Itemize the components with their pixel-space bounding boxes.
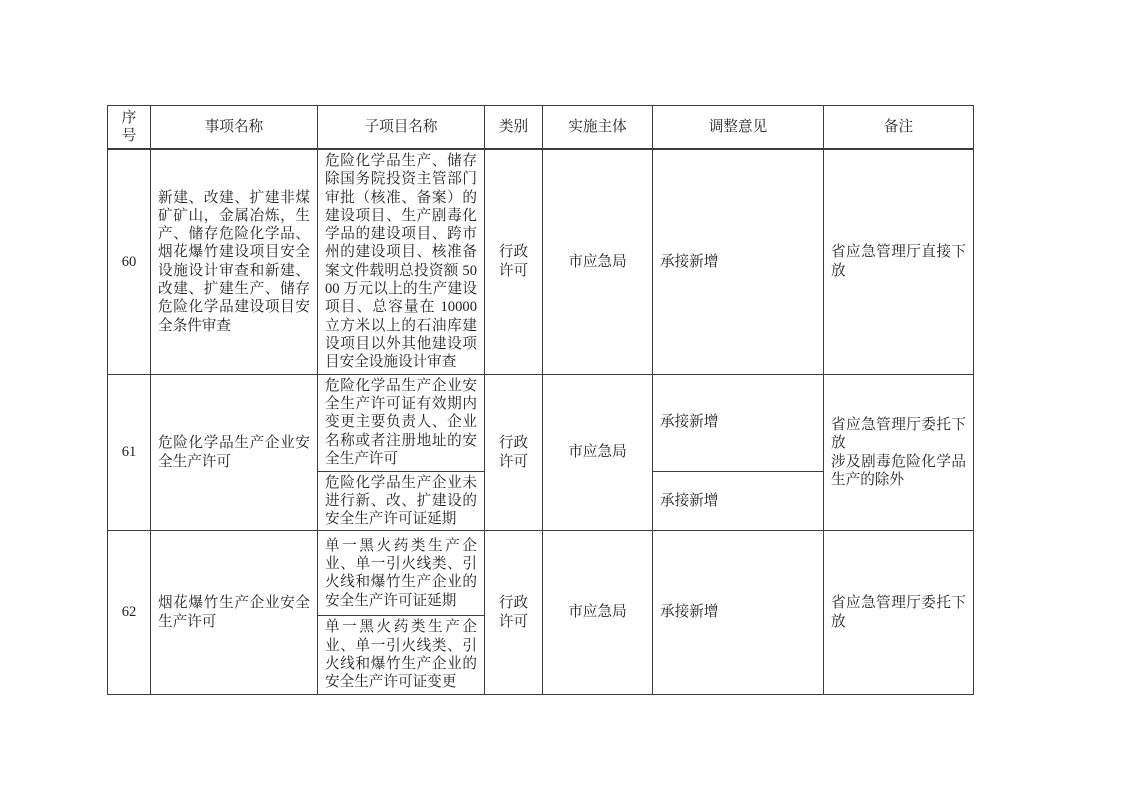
cell-remark [824, 374, 974, 531]
cell-item-name: 新建、改建、扩建非煤矿矿山，金属冶炼，生产、储存危险化学品、烟花爆竹建设项目安全设施设计审查和新建、改建、扩建生产、储存危险化学品建设项目安全条件审查 [151, 149, 318, 374]
col-header-subproject-name: 子项目名称 [318, 106, 485, 150]
cell-adjustment: 承接新增 [653, 531, 824, 694]
cell-item-name: 烟花爆竹生产企业安全生产许可 [151, 531, 318, 694]
approval-items-table [107, 105, 974, 695]
col-header-seq: 序号 [108, 106, 151, 150]
cell-subproject: 危险化学品生产企业未进行新、改、扩建设的安全生产许可证延期 [318, 471, 485, 531]
cell-adjustment: 承接新增 [653, 374, 824, 471]
cell-remark: 省应急管理厅直接下放 [824, 149, 974, 374]
cell-subproject: 危险化学品生产、储存除国务院投资主管部门审批（核准、备案）的建设项目、生产剧毒化学品的建设项目、跨市州的建设项目、核准备案文件载明总投资额 5000 万元以上的生产建设项目、总容量在 10000 立方米以上的石油库建设项目以外其他建设项目安全设施设计审查 [318, 149, 485, 374]
cell-seq: 62 [108, 531, 151, 694]
col-header-implementer: 实施主体 [543, 106, 653, 150]
cell-subproject: 单一黑火药类生产企业、单一引火线类、引火线和爆竹生产企业的安全生产许可证延期 [318, 531, 485, 616]
remark-line: 涉及剧毒危险化学品生产的除外 [831, 453, 966, 488]
cell-implementer: 市应急局 [543, 149, 653, 374]
col-header-adjustment: 调整意见 [653, 106, 824, 150]
cell-category: 行政许可 [485, 374, 543, 531]
cell-item-name: 危险化学品生产企业安全生产许可 [151, 374, 318, 531]
cell-seq: 60 [108, 149, 151, 374]
table-row-60 [108, 149, 974, 374]
table-row-61 [108, 374, 974, 471]
cell-implementer: 市应急局 [543, 374, 653, 531]
cell-seq: 61 [108, 374, 151, 531]
remark-line: 省应急管理厅委托下放 [831, 416, 966, 452]
cell-adjustment: 承接新增 [653, 149, 824, 374]
col-header-category: 类别 [485, 106, 543, 150]
cell-category: 行政许可 [485, 149, 543, 374]
table-header-row [108, 106, 974, 150]
cell-subproject: 单一黑火药类生产企业、单一引火线类、引火线和爆竹生产企业的安全生产许可证变更 [318, 616, 485, 694]
cell-subproject: 危险化学品生产企业安全生产许可证有效期内变更主要负责人、企业名称或者注册地址的安全生产许可 [318, 374, 485, 471]
cell-adjustment: 承接新增 [653, 471, 824, 531]
cell-remark: 省应急管理厅委托下放 [824, 531, 974, 694]
table-row-62 [108, 531, 974, 616]
cell-category: 行政许可 [485, 531, 543, 694]
cell-implementer: 市应急局 [543, 531, 653, 694]
col-header-remark: 备注 [824, 106, 974, 150]
col-header-item-name: 事项名称 [151, 106, 318, 150]
